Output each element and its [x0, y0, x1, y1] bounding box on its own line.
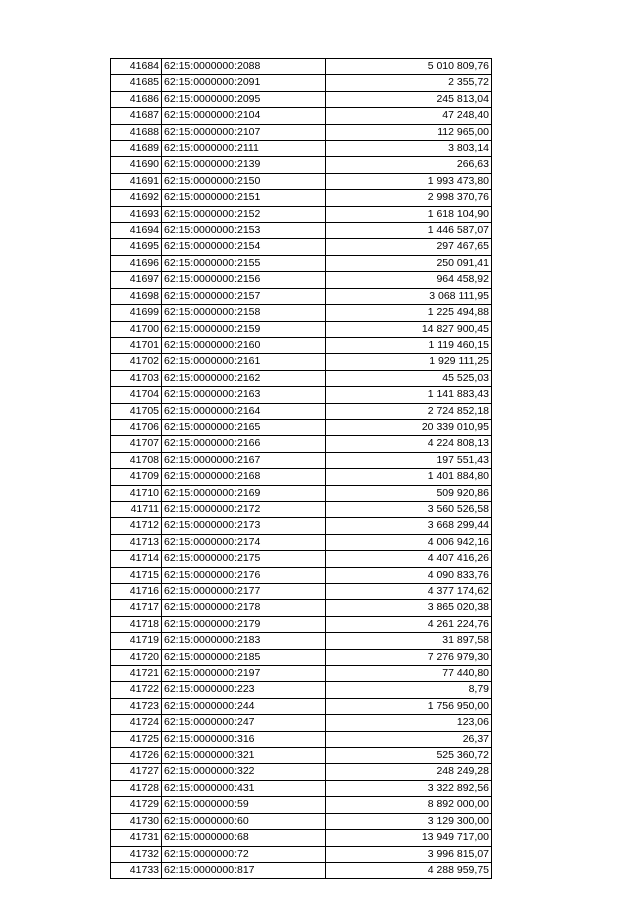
value-cell: 20 339 010,95 — [326, 419, 492, 435]
table-row — [111, 436, 492, 452]
row-number-cell: 41704 — [111, 387, 162, 403]
cadastral-number-cell: 62:15:0000000:322 — [162, 764, 326, 780]
cadastral-number-cell: 62:15:0000000:68 — [162, 830, 326, 846]
table-row — [111, 600, 492, 616]
value-cell: 14 827 900,45 — [326, 321, 492, 337]
cadastral-number-cell: 62:15:0000000:2164 — [162, 403, 326, 419]
table-row — [111, 551, 492, 567]
row-number-cell: 41685 — [111, 75, 162, 91]
value-cell: 77 440,80 — [326, 666, 492, 682]
table-row — [111, 173, 492, 189]
row-number-cell: 41695 — [111, 239, 162, 255]
table-row — [111, 157, 492, 173]
table-row — [111, 223, 492, 239]
cadastral-value-table — [110, 58, 492, 879]
row-number-cell: 41721 — [111, 666, 162, 682]
table-row — [111, 239, 492, 255]
row-number-cell: 41697 — [111, 272, 162, 288]
table-row — [111, 354, 492, 370]
cadastral-number-cell: 62:15:0000000:2168 — [162, 469, 326, 485]
cadastral-number-cell: 62:15:0000000:223 — [162, 682, 326, 698]
table-row — [111, 190, 492, 206]
value-cell: 5 010 809,76 — [326, 59, 492, 75]
value-cell: 3 996 815,07 — [326, 846, 492, 862]
cadastral-number-cell: 62:15:0000000:2169 — [162, 485, 326, 501]
value-cell: 250 091,41 — [326, 255, 492, 271]
table-row — [111, 780, 492, 796]
cadastral-number-cell: 62:15:0000000:2155 — [162, 255, 326, 271]
cadastral-number-cell: 62:15:0000000:2091 — [162, 75, 326, 91]
table-body — [111, 59, 492, 879]
cadastral-number-cell: 62:15:0000000:2154 — [162, 239, 326, 255]
value-cell: 4 006 942,16 — [326, 534, 492, 550]
value-cell: 2 998 370,76 — [326, 190, 492, 206]
value-cell: 4 288 959,75 — [326, 862, 492, 878]
row-number-cell: 41700 — [111, 321, 162, 337]
row-number-cell: 41689 — [111, 141, 162, 157]
table-row — [111, 501, 492, 517]
value-cell: 297 467,65 — [326, 239, 492, 255]
table-row — [111, 649, 492, 665]
cadastral-number-cell: 62:15:0000000:2183 — [162, 633, 326, 649]
row-number-cell: 41691 — [111, 173, 162, 189]
row-number-cell: 41688 — [111, 124, 162, 140]
cadastral-number-cell: 62:15:0000000:2151 — [162, 190, 326, 206]
cadastral-number-cell: 62:15:0000000:2173 — [162, 518, 326, 534]
table-row — [111, 748, 492, 764]
value-cell: 4 407 416,26 — [326, 551, 492, 567]
value-cell: 1 756 950,00 — [326, 698, 492, 714]
row-number-cell: 41723 — [111, 698, 162, 714]
value-cell: 1 993 473,80 — [326, 173, 492, 189]
cadastral-number-cell: 62:15:0000000:2177 — [162, 584, 326, 600]
row-number-cell: 41703 — [111, 370, 162, 386]
table-row — [111, 337, 492, 353]
cadastral-number-cell: 62:15:0000000:2150 — [162, 173, 326, 189]
value-cell: 13 949 717,00 — [326, 830, 492, 846]
table-row — [111, 666, 492, 682]
value-cell: 266,63 — [326, 157, 492, 173]
value-cell: 112 965,00 — [326, 124, 492, 140]
value-cell: 248 249,28 — [326, 764, 492, 780]
cadastral-number-cell: 62:15:0000000:2139 — [162, 157, 326, 173]
row-number-cell: 41719 — [111, 633, 162, 649]
value-cell: 3 560 526,58 — [326, 501, 492, 517]
table-row — [111, 813, 492, 829]
row-number-cell: 41729 — [111, 797, 162, 813]
cadastral-number-cell: 62:15:0000000:2095 — [162, 91, 326, 107]
cadastral-number-cell: 62:15:0000000:817 — [162, 862, 326, 878]
cadastral-number-cell: 62:15:0000000:2157 — [162, 288, 326, 304]
cadastral-number-cell: 62:15:0000000:2104 — [162, 108, 326, 124]
row-number-cell: 41717 — [111, 600, 162, 616]
value-cell: 525 360,72 — [326, 748, 492, 764]
table-row — [111, 370, 492, 386]
row-number-cell: 41698 — [111, 288, 162, 304]
row-number-cell: 41708 — [111, 452, 162, 468]
value-cell: 4 377 174,62 — [326, 584, 492, 600]
cadastral-number-cell: 62:15:0000000:247 — [162, 715, 326, 731]
cadastral-number-cell: 62:15:0000000:2162 — [162, 370, 326, 386]
cadastral-number-cell: 62:15:0000000:2178 — [162, 600, 326, 616]
value-cell: 245 813,04 — [326, 91, 492, 107]
row-number-cell: 41706 — [111, 419, 162, 435]
table-row — [111, 141, 492, 157]
table-row — [111, 387, 492, 403]
value-cell: 8,79 — [326, 682, 492, 698]
cadastral-number-cell: 62:15:0000000:2176 — [162, 567, 326, 583]
cadastral-number-cell: 62:15:0000000:72 — [162, 846, 326, 862]
row-number-cell: 41702 — [111, 354, 162, 370]
table-row — [111, 616, 492, 632]
value-cell: 3 668 299,44 — [326, 518, 492, 534]
cadastral-number-cell: 62:15:0000000:2179 — [162, 616, 326, 632]
row-number-cell: 41692 — [111, 190, 162, 206]
table-row — [111, 469, 492, 485]
row-number-cell: 41696 — [111, 255, 162, 271]
cadastral-number-cell: 62:15:0000000:2175 — [162, 551, 326, 567]
row-number-cell: 41713 — [111, 534, 162, 550]
row-number-cell: 41716 — [111, 584, 162, 600]
row-number-cell: 41699 — [111, 305, 162, 321]
row-number-cell: 41709 — [111, 469, 162, 485]
value-cell: 509 920,86 — [326, 485, 492, 501]
table-row — [111, 518, 492, 534]
cadastral-number-cell: 62:15:0000000:2107 — [162, 124, 326, 140]
cadastral-number-cell: 62:15:0000000:2088 — [162, 59, 326, 75]
cadastral-number-cell: 62:15:0000000:431 — [162, 780, 326, 796]
table-row — [111, 75, 492, 91]
row-number-cell: 41727 — [111, 764, 162, 780]
table-row — [111, 206, 492, 222]
table-row — [111, 403, 492, 419]
value-cell: 47 248,40 — [326, 108, 492, 124]
cadastral-number-cell: 62:15:0000000:2159 — [162, 321, 326, 337]
cadastral-number-cell: 62:15:0000000:2111 — [162, 141, 326, 157]
table-row — [111, 534, 492, 550]
cadastral-number-cell: 62:15:0000000:2167 — [162, 452, 326, 468]
table-row — [111, 682, 492, 698]
value-cell: 123,06 — [326, 715, 492, 731]
value-cell: 1 141 883,43 — [326, 387, 492, 403]
value-cell: 3 129 300,00 — [326, 813, 492, 829]
row-number-cell: 41728 — [111, 780, 162, 796]
value-cell: 4 261 224,76 — [326, 616, 492, 632]
value-cell: 1 119 460,15 — [326, 337, 492, 353]
value-cell: 1 618 104,90 — [326, 206, 492, 222]
table-row — [111, 584, 492, 600]
cadastral-number-cell: 62:15:0000000:2166 — [162, 436, 326, 452]
row-number-cell: 41731 — [111, 830, 162, 846]
value-cell: 3 865 020,38 — [326, 600, 492, 616]
table-row — [111, 698, 492, 714]
table-row — [111, 846, 492, 862]
cadastral-number-cell: 62:15:0000000:2153 — [162, 223, 326, 239]
value-cell: 45 525,03 — [326, 370, 492, 386]
table-row — [111, 567, 492, 583]
table-row — [111, 731, 492, 747]
value-cell: 26,37 — [326, 731, 492, 747]
row-number-cell: 41693 — [111, 206, 162, 222]
table-row — [111, 797, 492, 813]
row-number-cell: 41725 — [111, 731, 162, 747]
value-cell: 2 724 852,18 — [326, 403, 492, 419]
cadastral-number-cell: 62:15:0000000:2152 — [162, 206, 326, 222]
row-number-cell: 41730 — [111, 813, 162, 829]
value-cell: 3 068 111,95 — [326, 288, 492, 304]
row-number-cell: 41711 — [111, 501, 162, 517]
table-row — [111, 91, 492, 107]
table-row — [111, 633, 492, 649]
value-cell: 1 929 111,25 — [326, 354, 492, 370]
cadastral-number-cell: 62:15:0000000:2172 — [162, 501, 326, 517]
table-row — [111, 862, 492, 878]
cadastral-number-cell: 62:15:0000000:2174 — [162, 534, 326, 550]
row-number-cell: 41690 — [111, 157, 162, 173]
value-cell: 1 225 494,88 — [326, 305, 492, 321]
row-number-cell: 41733 — [111, 862, 162, 878]
row-number-cell: 41720 — [111, 649, 162, 665]
row-number-cell: 41686 — [111, 91, 162, 107]
row-number-cell: 41715 — [111, 567, 162, 583]
cadastral-number-cell: 62:15:0000000:2197 — [162, 666, 326, 682]
row-number-cell: 41722 — [111, 682, 162, 698]
row-number-cell: 41694 — [111, 223, 162, 239]
table-row — [111, 485, 492, 501]
value-cell: 31 897,58 — [326, 633, 492, 649]
cadastral-number-cell: 62:15:0000000:244 — [162, 698, 326, 714]
table-row — [111, 830, 492, 846]
table-row — [111, 452, 492, 468]
table-row — [111, 59, 492, 75]
table-row — [111, 715, 492, 731]
cadastral-number-cell: 62:15:0000000:2165 — [162, 419, 326, 435]
cadastral-number-cell: 62:15:0000000:2163 — [162, 387, 326, 403]
table-row — [111, 108, 492, 124]
table-row — [111, 321, 492, 337]
table-row — [111, 305, 492, 321]
row-number-cell: 41714 — [111, 551, 162, 567]
row-number-cell: 41710 — [111, 485, 162, 501]
value-cell: 964 458,92 — [326, 272, 492, 288]
cadastral-number-cell: 62:15:0000000:60 — [162, 813, 326, 829]
table-row — [111, 255, 492, 271]
row-number-cell: 41705 — [111, 403, 162, 419]
row-number-cell: 41732 — [111, 846, 162, 862]
value-cell: 1 401 884,80 — [326, 469, 492, 485]
table-row — [111, 272, 492, 288]
cadastral-number-cell: 62:15:0000000:2185 — [162, 649, 326, 665]
value-cell: 3 803,14 — [326, 141, 492, 157]
value-cell: 7 276 979,30 — [326, 649, 492, 665]
value-cell: 197 551,43 — [326, 452, 492, 468]
row-number-cell: 41724 — [111, 715, 162, 731]
value-cell: 3 322 892,56 — [326, 780, 492, 796]
cadastral-number-cell: 62:15:0000000:59 — [162, 797, 326, 813]
value-cell: 2 355,72 — [326, 75, 492, 91]
row-number-cell: 41712 — [111, 518, 162, 534]
row-number-cell: 41701 — [111, 337, 162, 353]
row-number-cell: 41707 — [111, 436, 162, 452]
table-row — [111, 419, 492, 435]
cadastral-number-cell: 62:15:0000000:321 — [162, 748, 326, 764]
cadastral-number-cell: 62:15:0000000:316 — [162, 731, 326, 747]
cadastral-number-cell: 62:15:0000000:2161 — [162, 354, 326, 370]
cadastral-number-cell: 62:15:0000000:2156 — [162, 272, 326, 288]
row-number-cell: 41718 — [111, 616, 162, 632]
cadastral-number-cell: 62:15:0000000:2160 — [162, 337, 326, 353]
row-number-cell: 41687 — [111, 108, 162, 124]
cadastral-number-cell: 62:15:0000000:2158 — [162, 305, 326, 321]
value-cell: 4 090 833,76 — [326, 567, 492, 583]
value-cell: 1 446 587,07 — [326, 223, 492, 239]
row-number-cell: 41726 — [111, 748, 162, 764]
table-row — [111, 288, 492, 304]
row-number-cell: 41684 — [111, 59, 162, 75]
value-cell: 8 892 000,00 — [326, 797, 492, 813]
table-row — [111, 124, 492, 140]
value-cell: 4 224 808,13 — [326, 436, 492, 452]
table-row — [111, 764, 492, 780]
